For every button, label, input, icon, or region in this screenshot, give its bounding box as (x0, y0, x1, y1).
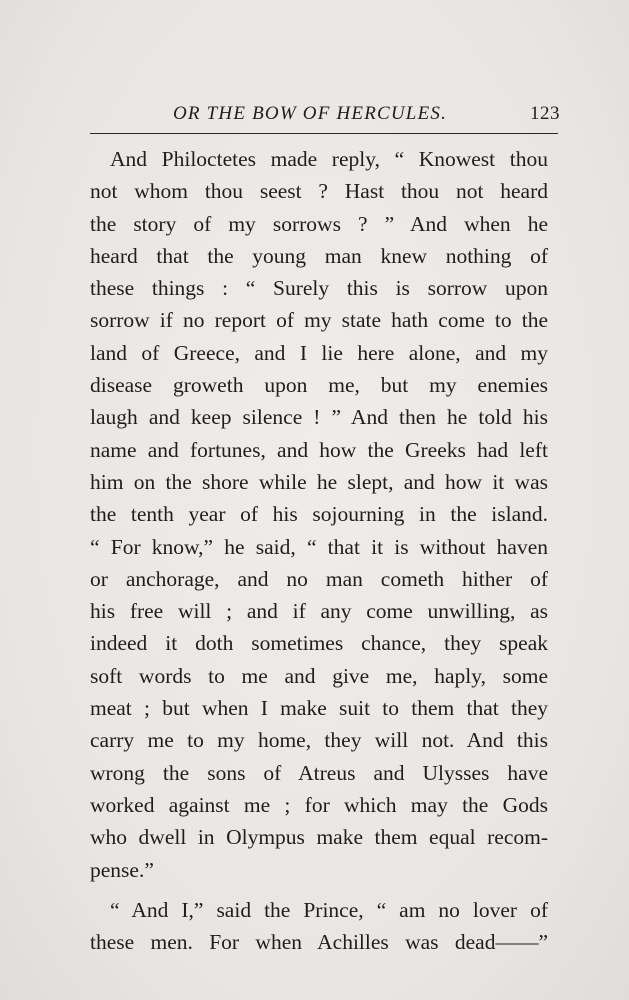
page-number: 123 (530, 103, 560, 124)
text-line: “ And I,” said the Prince, “ am no lover of (110, 897, 548, 922)
running-title: OR THE BOW OF HERCULES. (172, 103, 448, 124)
text-line: his free will ; and if any come unwilling, as (90, 599, 548, 624)
text-line: land of Greece, and I lie here alone, and my (90, 340, 548, 365)
text-line: these things : “ Surely this is sorrow upon (90, 276, 548, 301)
text-line: the story of my sorrows ? ” And when he (90, 211, 548, 236)
text-line: these men. For when Achilles was dead——” (90, 930, 548, 955)
text-line: who dwell in Olympus make them equal recom- (90, 825, 548, 850)
text-line: or anchorage, and no man cometh hither of (90, 566, 548, 591)
text-line: indeed it doth sometimes chance, they speak (90, 631, 548, 656)
text-line: sorrow if no report of my state hath come to the (90, 308, 548, 333)
paragraph-2 (90, 894, 548, 959)
text-line: carry me to my home, they will not. And this (90, 728, 548, 753)
text-line: not whom thou seest ? Hast thou not heard (90, 179, 548, 204)
header-rule (90, 133, 558, 134)
text-line: worked against me ; for which may the Gods (90, 792, 548, 817)
body-text (90, 143, 548, 958)
text-line: name and fortunes, and how the Greeks had left (90, 437, 548, 462)
text-line: him on the shore while he slept, and how it was (90, 469, 548, 494)
text-line: disease groweth upon me, but my enemies (90, 373, 548, 398)
paragraph-1 (90, 143, 548, 886)
text-line: meat ; but when I make suit to them that they (90, 696, 548, 721)
text-line: laugh and keep silence ! ” And then he told his (90, 405, 548, 430)
paragraph-gap (90, 886, 548, 894)
text-line: And Philoctetes made reply, “ Knowest thou (110, 147, 548, 171)
text-line: heard that the young man knew nothing of (90, 243, 548, 268)
text-line: pense.” (90, 857, 154, 882)
text-line: wrong the sons of Atreus and Ulysses have (90, 760, 548, 785)
running-head (90, 103, 560, 127)
text-line: the tenth year of his sojourning in the island. (90, 502, 548, 527)
text-line: “ For know,” he said, “ that it is without haven (90, 534, 548, 559)
text-line: soft words to me and give me, haply, some (90, 663, 548, 688)
